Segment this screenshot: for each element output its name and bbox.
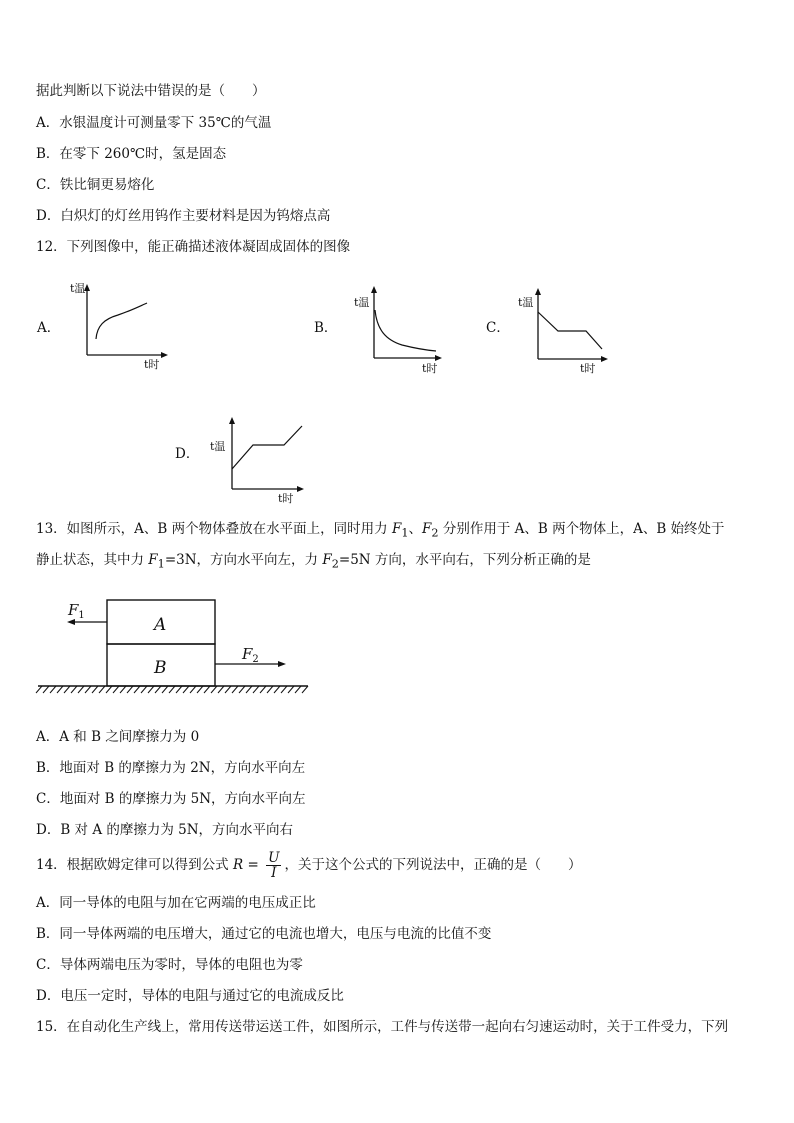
hatch-mark (127, 686, 133, 693)
q12-graph-c (516, 284, 616, 378)
y-axis-label: t温 (70, 282, 86, 295)
x-axis-label: t时 (144, 358, 160, 371)
f1-symbol: F (148, 552, 158, 568)
q15-stem: 15．在自动化生产线上，常用传送带运送工件，如图所示，工件与传送带一起向右匀速运动时，关于工件受力，下列 (36, 1019, 729, 1035)
q12-graph-d (208, 412, 318, 508)
hatch-mark (295, 686, 301, 693)
hatch-mark (148, 686, 154, 693)
q12-graph-c-label: C． (486, 320, 510, 336)
hatch-mark (176, 686, 182, 693)
hatch-mark (113, 686, 119, 693)
q13-stem-part: =5N 方向，水平向右，下列分析正确的是 (338, 552, 591, 568)
hatch-mark (85, 686, 91, 693)
force-f1-arrowhead (67, 619, 75, 625)
hatch-mark (169, 686, 175, 693)
separator: 、 (408, 521, 422, 537)
q14-stem-part: ，关于这个公式的下列说法中，正确的是（ ） (284, 857, 582, 873)
x-axis-arrow (161, 352, 168, 358)
hatch-mark (204, 686, 210, 693)
f2-subscript: 2 (331, 557, 339, 571)
q12-stem: 12．下列图像中，能正确描述液体凝固成固体的图像 (36, 239, 351, 255)
q13-stem-part: =3N，方向水平向左，力 (164, 552, 323, 568)
ground-hatching (36, 686, 308, 693)
force-f2-label: $F_2$ (242, 645, 259, 665)
q13-option-c: C．地面对 B 的摩擦力为 5N，方向水平向左 (36, 791, 306, 807)
hatch-mark (106, 686, 112, 693)
q13-block-diagram (36, 596, 316, 696)
q14-option-a: A．同一导体的电阻与加在它两端的电压成正比 (36, 895, 316, 911)
hatch-mark (36, 686, 42, 693)
q14-stem (36, 849, 581, 881)
q13-option-a: A．A 和 B 之间摩擦力为 0 (36, 729, 200, 745)
hatch-mark (211, 686, 217, 693)
hatch-mark (141, 686, 147, 693)
hatch-mark (99, 686, 105, 693)
x-axis-arrow (601, 356, 608, 362)
formula-equals: = (243, 857, 264, 873)
graph-curve (232, 426, 302, 469)
formula-fraction (266, 851, 281, 880)
y-axis-arrow (371, 286, 377, 293)
q12-graph-b-label: B． (314, 320, 338, 336)
hatch-mark (64, 686, 70, 693)
q11-stem: 据此判断以下说法中错误的是（ ） (36, 83, 266, 99)
q13-option-d: D．B 对 A 的摩擦力为 5N，方向水平向右 (36, 822, 294, 838)
q14-stem-part: 14．根据欧姆定律可以得到公式 (36, 857, 233, 873)
f2-symbol: F (421, 521, 432, 537)
f2-subscript: 2 (431, 526, 439, 540)
y-axis-label: t温 (210, 440, 226, 453)
graph-curve (538, 312, 602, 349)
hatch-mark (302, 686, 308, 693)
q12-graph-a (70, 282, 180, 372)
q11-option-a: A．水银温度计可测量零下 35℃的气温 (36, 115, 272, 131)
force-f2-arrowhead (278, 661, 286, 667)
q13-option-b: B．地面对 B 的摩擦力为 2N，方向水平向左 (36, 760, 306, 776)
hatch-mark (225, 686, 231, 693)
hatch-mark (71, 686, 77, 693)
q12-graph-a-label: A． (37, 320, 61, 336)
q13-stem-line2 (36, 551, 591, 574)
graph-curve (96, 303, 147, 339)
q14-option-c: C．导体两端电压为零时，导体的电阻也为零 (36, 957, 303, 973)
hatch-mark (267, 686, 273, 693)
y-axis-arrow (229, 417, 235, 424)
q13-stem-part: 静止状态，其中力 (36, 552, 149, 568)
y-axis-label: t温 (354, 296, 370, 309)
hatch-mark (155, 686, 161, 693)
y-axis-label: t温 (518, 296, 534, 309)
q11-option-b: B．在零下 260℃时，氢是固态 (36, 146, 227, 162)
hatch-mark (57, 686, 63, 693)
f1-symbol: F (391, 521, 402, 537)
block-a-label: A (154, 615, 167, 635)
y-axis-arrow (535, 288, 541, 295)
q11-option-d: D．白炽灯的灯丝用钨作主要材料是因为钨熔点高 (36, 208, 331, 224)
hatch-mark (43, 686, 49, 693)
f2-symbol: F (322, 552, 332, 568)
formula-r: R (232, 857, 244, 873)
hatch-mark (274, 686, 280, 693)
hatch-mark (50, 686, 56, 693)
hatch-mark (190, 686, 196, 693)
hatch-mark (260, 686, 266, 693)
q13-stem-part: 分别作用于 A、B 两个物体上，A、B 始终处于 (438, 521, 725, 537)
q11-option-c: C．铁比铜更易熔化 (36, 177, 155, 193)
q14-option-d: D．电压一定时，导体的电阻与通过它的电流成反比 (36, 988, 344, 1004)
x-axis-label: t时 (422, 362, 438, 375)
x-axis-label: t时 (278, 492, 294, 505)
hatch-mark (288, 686, 294, 693)
hatch-mark (218, 686, 224, 693)
hatch-mark (162, 686, 168, 693)
f1-subscript: 1 (401, 526, 409, 540)
x-axis-arrow (435, 355, 442, 361)
hatch-mark (134, 686, 140, 693)
block-b-label: B (154, 658, 167, 678)
q13-stem-part: 13．如图所示，A、B 两个物体叠放在水平面上，同时用力 (36, 521, 392, 537)
q12-graph-d-label: D． (175, 446, 200, 462)
formula-numerator: U (268, 850, 280, 866)
q14-option-b: B．同一导体两端的电压增大，通过它的电流也增大，电压与电流的比值不变 (36, 926, 492, 942)
f1-subscript: 1 (157, 557, 165, 571)
hatch-mark (197, 686, 203, 693)
q12-graph-b (352, 284, 452, 378)
graph-curve (375, 310, 436, 351)
formula-denominator: I (271, 865, 277, 881)
hatch-mark (78, 686, 84, 693)
hatch-mark (281, 686, 287, 693)
hatch-mark (120, 686, 126, 693)
hatch-mark (232, 686, 238, 693)
hatch-mark (246, 686, 252, 693)
x-axis-arrow (297, 486, 304, 492)
x-axis-label: t时 (580, 362, 596, 375)
hatch-mark (253, 686, 259, 693)
hatch-mark (183, 686, 189, 693)
q13-stem-line1 (36, 520, 725, 543)
force-f1-label: $F_1$ (68, 601, 85, 621)
hatch-mark (239, 686, 245, 693)
hatch-mark (92, 686, 98, 693)
